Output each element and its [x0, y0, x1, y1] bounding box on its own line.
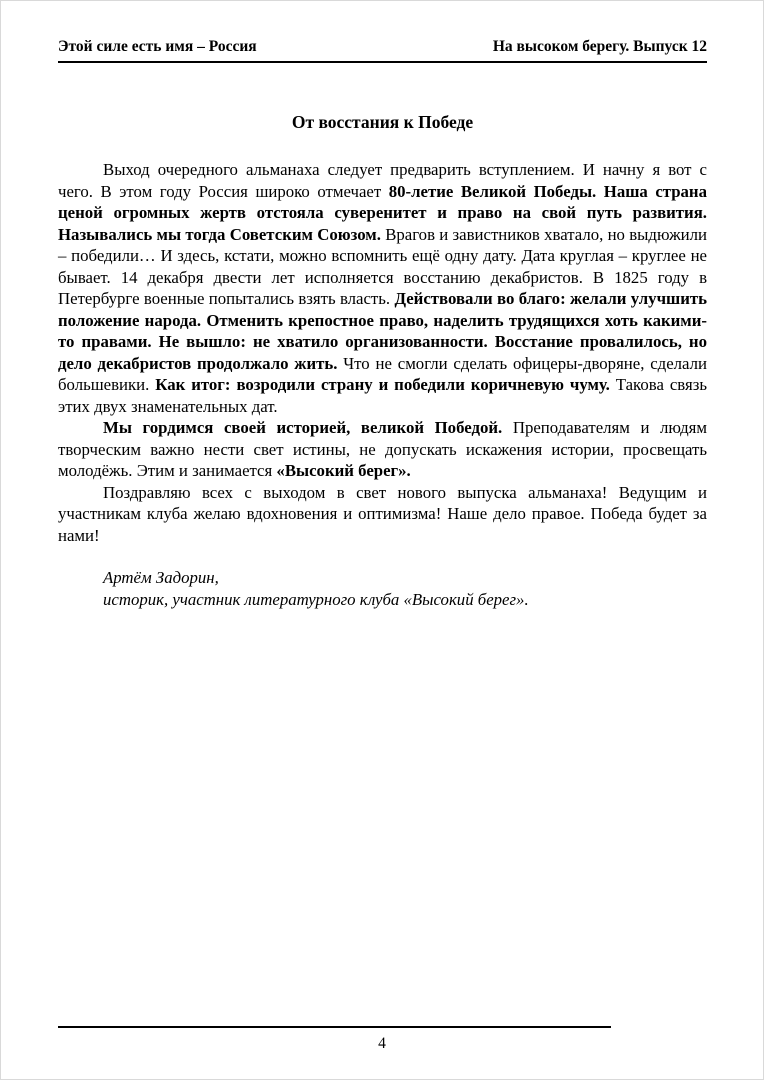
signature-role: историк, участник литературного клуба «Высокий берег». — [103, 590, 529, 609]
paragraph — [58, 159, 707, 417]
article-title: От восстания к Победе — [291, 112, 474, 132]
page-footer — [58, 1026, 706, 1053]
text-run: Врагов и завистников хватало, но выдюжили – победили… И здесь, кстати, можно вспомнить ещё одну дату. Дата круглая – круглее не бывает. 14 декабря двести лет исполняется восстанию декабристов. В 1825 году в Петербурге военные попытались взять власть. — [58, 224, 708, 308]
text-run: Такова связь этих двух знаменательных дат. — [58, 375, 707, 416]
signature-author: Артём Задорин, — [103, 568, 219, 587]
emphasis-run: Как итог: возродили страну и победили коричневую чуму. — [155, 375, 616, 394]
text-run: Выход очередного альманаха следует предварить вступлением. И начну я вот с чего. В этом году Россия широко отмечает — [58, 160, 707, 201]
emphasis-run: «Высокий берег». — [276, 461, 411, 480]
emphasis-run: Действовали во благо: желали улучшить положение народа. Отменить крепостное право, наделить трудящихся хоть какими-то правами. Не вышло: не хватило организованности. Восстание провалилось, но дело декабристов продолжало жить. — [58, 289, 707, 373]
emphasis-run: 80-летие Великой Победы. Наша страна ценой огромных жертв отстояла суверенитет и право на свой путь развития. Назывались мы тогда Советским Союзом. — [58, 181, 707, 244]
article-body — [58, 159, 707, 546]
header-left-runninghead: Этой силе есть имя – Россия — [58, 38, 257, 55]
signature-block — [58, 567, 707, 611]
header-right-runninghead: На высоком берегу. Выпуск 12 — [492, 38, 707, 55]
text-run: Преподавателям и людям творческим важно нести свет истины, не допускать искажения истории, просвещать молодёжь. Этим и занимается — [58, 418, 707, 480]
text-run: Что не смогли сделать офицеры-дворяне, сделали большевики. — [58, 353, 707, 394]
paragraph — [58, 417, 707, 482]
paragraph — [58, 482, 707, 547]
page-number: 4 — [378, 1035, 386, 1052]
footer-rule — [58, 1026, 611, 1028]
text-run: Поздравляю всех с выходом в свет нового выпуска альманаха! Ведущим и участникам клуба желаю вдохновения и оптимизма! Наше дело правое. Победа будет за нами! — [58, 482, 707, 545]
page-header — [58, 37, 707, 56]
header-rule — [58, 61, 707, 63]
emphasis-run: Мы гордимся своей историей, великой Победой. — [103, 418, 513, 437]
